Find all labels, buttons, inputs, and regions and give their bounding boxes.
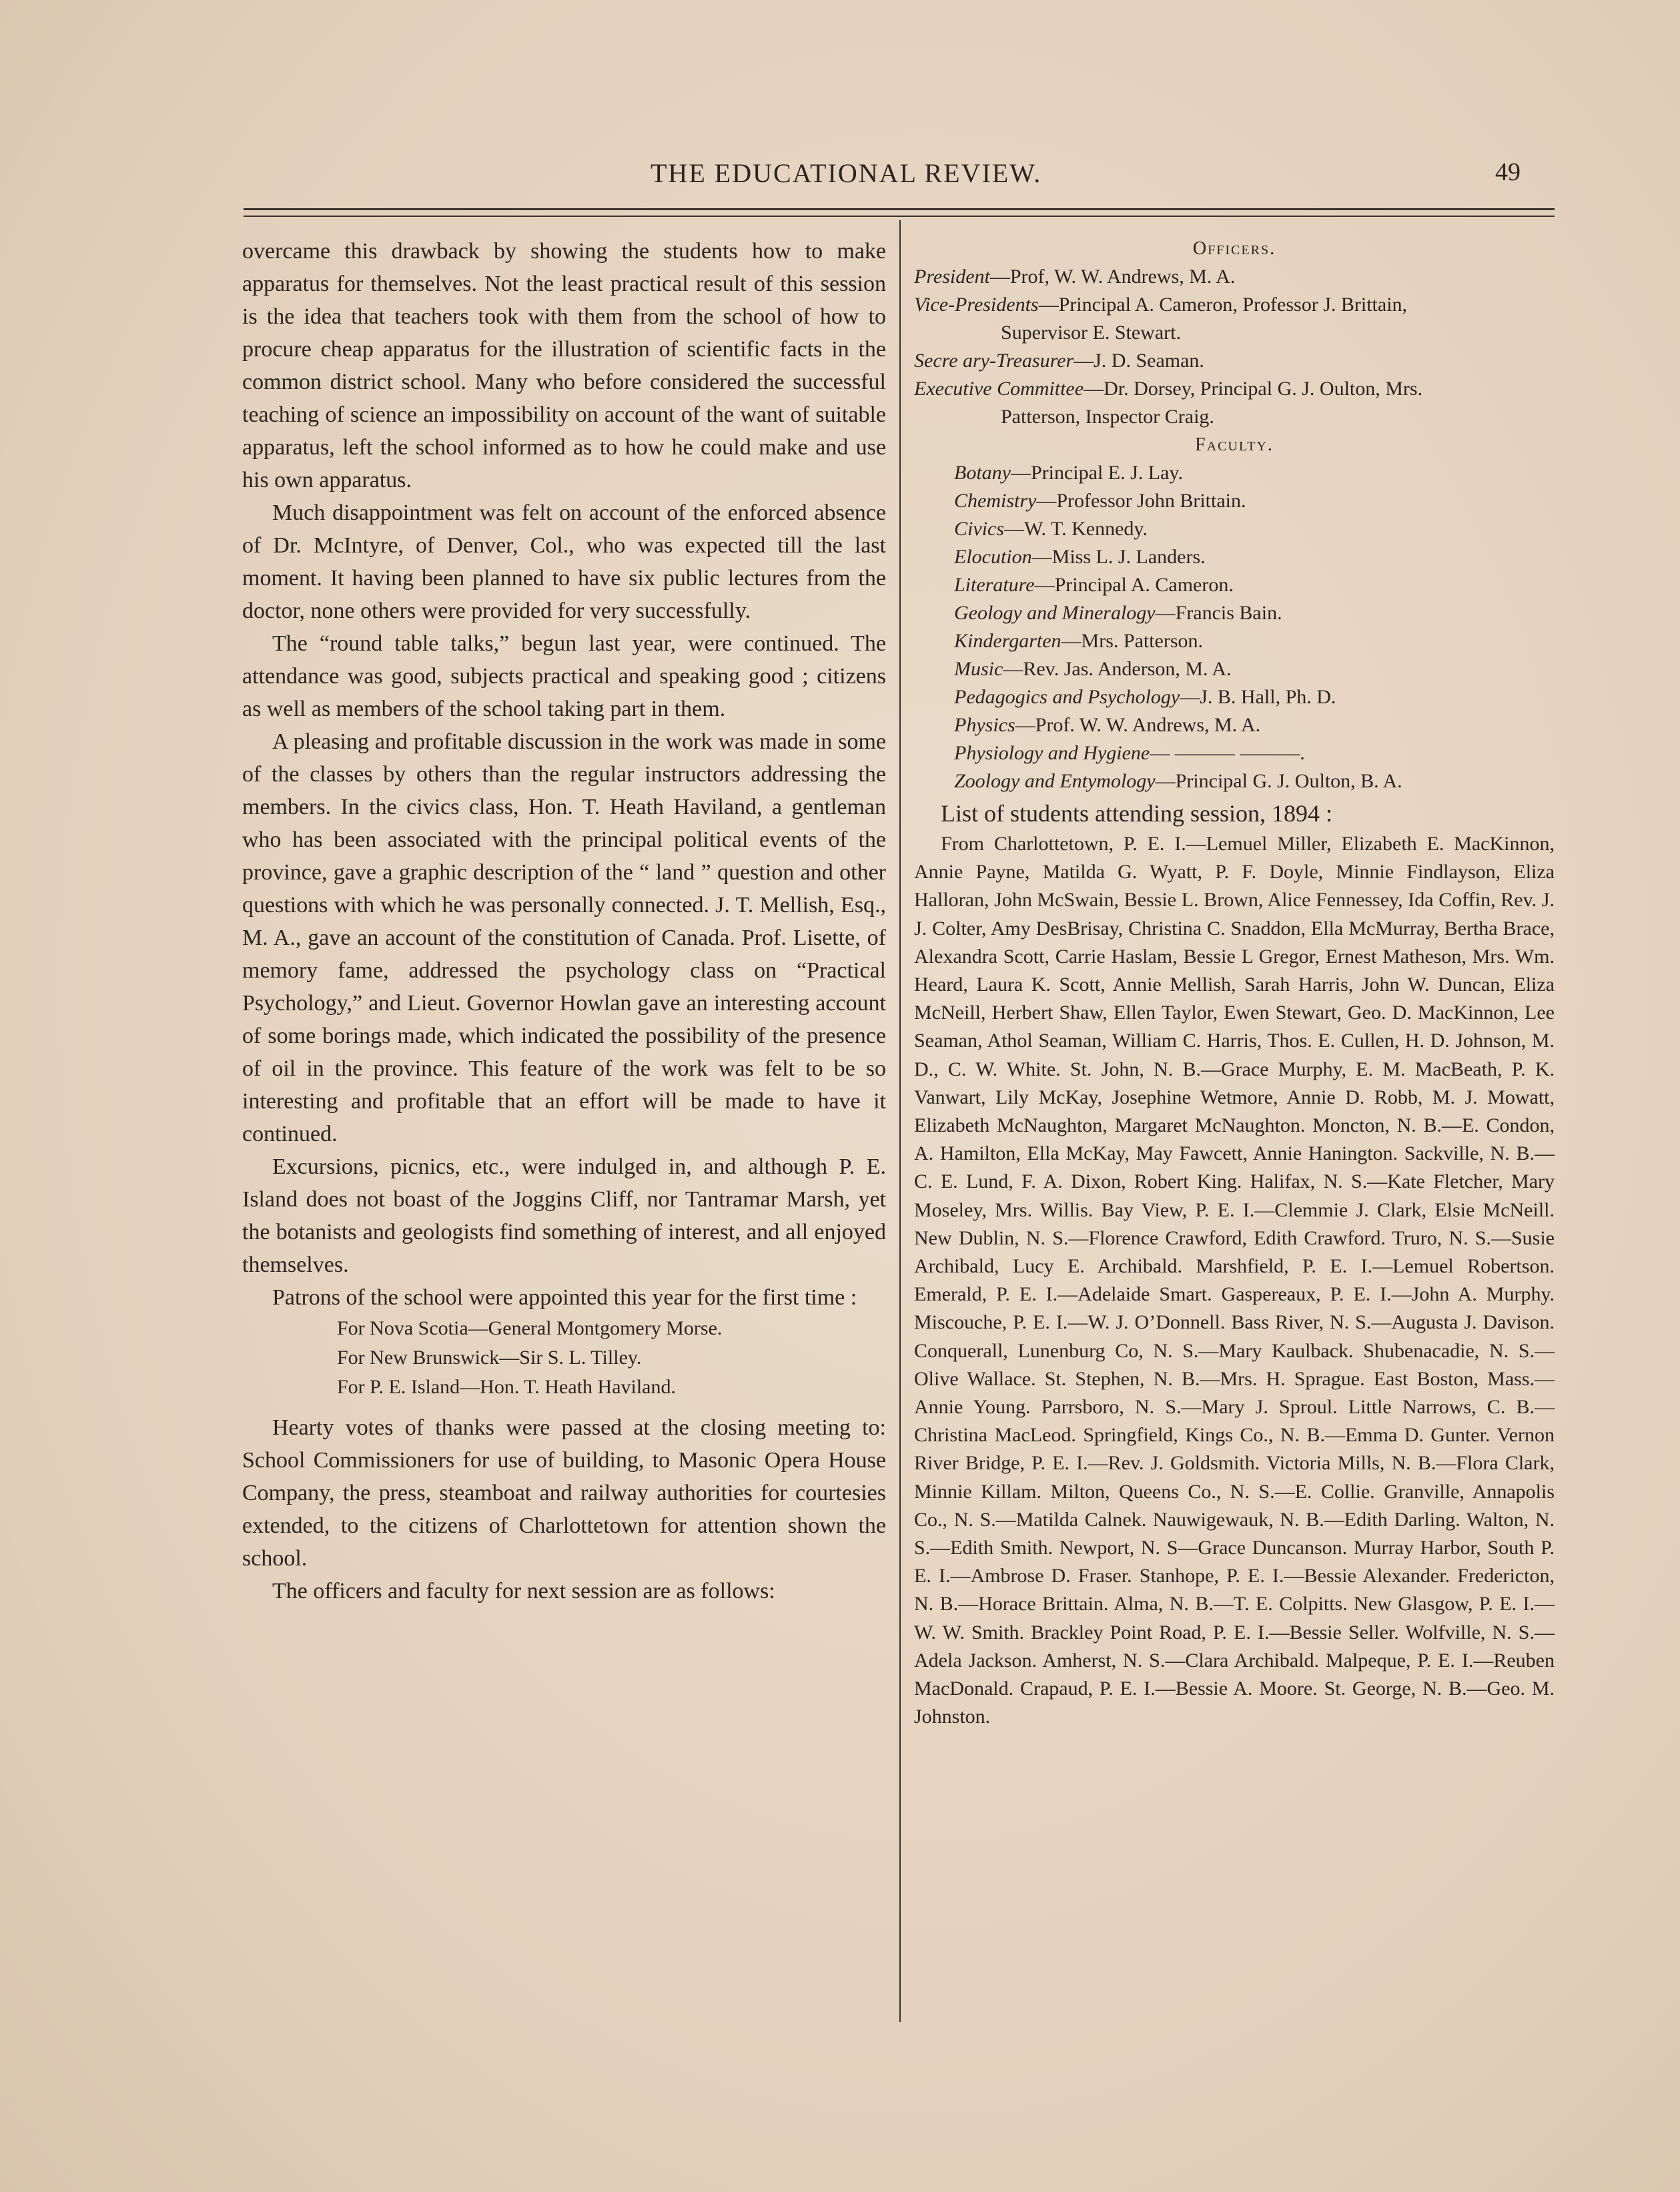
- officer-entry: [914, 375, 1555, 431]
- faculty-subject: Pedagogics and Psychology: [954, 686, 1180, 708]
- paragraph: The officers and faculty for next session are as follows:: [272, 1579, 775, 1603]
- paragraph: Patrons of the school were appointed this year for the first time :: [272, 1285, 857, 1310]
- column-divider: [899, 220, 901, 2022]
- faculty-subject: Physics: [954, 714, 1015, 736]
- officer-text: —Dr. Dorsey, Principal G. J. Oulton, Mrs.: [1084, 378, 1423, 400]
- officer-role: Vice-Presidents: [914, 294, 1039, 316]
- faculty-subject: Zoology and Entymology: [954, 770, 1156, 792]
- officer-text-cont: Supervisor E. Stewart.: [1001, 322, 1181, 344]
- paragraph: The “round table talks,” begun last year, were continued. The attendance was good, subjects practical and speaking good ; citizens as well as members of the school taking part in them.: [242, 631, 886, 721]
- officer-entry: [914, 263, 1555, 291]
- faculty-text: —Principal E. J. Lay.: [1010, 462, 1183, 484]
- faculty-subject: Physiology and Hygiene: [954, 742, 1150, 764]
- students-list-heading: List of students attending session, 1894 :: [941, 800, 1332, 827]
- left-column: [242, 235, 886, 1607]
- faculty-subject: Literature: [954, 574, 1035, 596]
- faculty-entry: [914, 487, 1555, 515]
- faculty-entry: [914, 683, 1555, 711]
- header-rule: [244, 208, 1555, 210]
- faculty-text: —J. B. Hall, Ph. D.: [1180, 686, 1336, 708]
- faculty-entry: [914, 571, 1555, 599]
- patron-line: For New Brunswick—Sir S. L. Tilley.: [337, 1347, 642, 1369]
- faculty-subject: Botany: [954, 462, 1011, 484]
- faculty-entry: [914, 627, 1555, 655]
- faculty-text: — ——— ———.: [1150, 742, 1305, 764]
- paragraph: overcame this drawback by showing the students how to make apparatus for themselves. Not the least practical result of this session is the idea that teachers took with them from the school of how to procure cheap apparatus for the illustration of scientific facts in the common district school. Many who before considered the successful teaching of science an impossibility on account of the want of suitable apparatus, left the school informed as to how he could make and use his own apparatus.: [242, 239, 886, 492]
- faculty-subject: Music: [954, 658, 1003, 680]
- faculty-text: —Francis Bain.: [1155, 602, 1282, 624]
- paragraph: A pleasing and profitable discussion in the work was made in some of the classes by others than the regular instructors addressing the members. In the civics class, Hon. T. Heath Haviland, a gentleman who has been associated with the principal political events of the province, gave a graphic description of the “ land ” question and other questions with which he was personally connected. J. T. Mellish, Esq., M. A., gave an account of the constitution of Canada. Prof. Lisette, of memory fame, addressed the psychology class on “Practical Psychology,” and Lieut. Governor Howlan gave an interesting account of some borings made, which indicated the possibility of the presence of oil in the province. This feature of the work was felt to be so interesting and profitable that an effort will be made to have it continued.: [242, 729, 886, 1146]
- officer-text-cont: Patterson, Inspector Craig.: [1001, 406, 1214, 428]
- header-rule-double: [244, 216, 1555, 217]
- faculty-heading: Faculty.: [1195, 434, 1274, 455]
- officer-text: —Principal A. Cameron, Professor J. Brittain,: [1038, 294, 1408, 316]
- running-header: [0, 157, 1680, 198]
- officers-heading: Officers.: [1192, 238, 1276, 259]
- faculty-entry: [914, 767, 1555, 795]
- faculty-subject: Geology and Mineralogy: [954, 602, 1156, 624]
- officer-entry: [914, 347, 1555, 375]
- officer-role: Secre ary-Treasurer: [914, 350, 1074, 372]
- paragraph: Hearty votes of thanks were passed at the closing meeting to: School Commissioners for use of building, to Masonic Opera House Company, the press, steamboat and railway authorities for courtesies extended, to the citizens of Charlottetown for attention shown the school.: [242, 1415, 886, 1571]
- officer-role: President: [914, 266, 990, 288]
- faculty-text: —Prof. W. W. Andrews, M. A.: [1015, 714, 1261, 736]
- patron-line: For P. E. Island—Hon. T. Heath Haviland.: [337, 1376, 676, 1398]
- officer-entry: [914, 291, 1555, 347]
- journal-title: THE EDUCATIONAL REVIEW.: [651, 158, 1042, 188]
- faculty-text: —W. T. Kennedy.: [1004, 518, 1148, 540]
- faculty-entry: [914, 599, 1555, 627]
- faculty-text: —Miss L. J. Landers.: [1031, 546, 1206, 568]
- faculty-subject: Chemistry: [954, 490, 1037, 512]
- faculty-text: —Principal A. Cameron.: [1034, 574, 1234, 596]
- faculty-text: —Professor John Brittain.: [1036, 490, 1246, 512]
- faculty-entry: [914, 711, 1555, 739]
- faculty-entry: [914, 655, 1555, 683]
- faculty-entry: [914, 739, 1555, 767]
- faculty-entry: [914, 543, 1555, 571]
- officer-text: —J. D. Seaman.: [1074, 350, 1204, 372]
- patron-line: For Nova Scotia—General Montgomery Morse.: [337, 1317, 723, 1339]
- officer-text: —Prof, W. W. Andrews, M. A.: [989, 266, 1236, 288]
- faculty-entry: [914, 459, 1555, 487]
- faculty-subject: Kindergarten: [954, 630, 1062, 652]
- faculty-text: —Principal G. J. Oulton, B. A.: [1155, 770, 1402, 792]
- right-column: [914, 235, 1555, 1732]
- officer-role: Executive Committee: [914, 378, 1084, 400]
- paragraph: Excursions, picnics, etc., were indulged in, and although P. E. Island does not boast of the Joggins Cliff, nor Tantramar Marsh, yet the botanists and geologists find something of interest, and all enjoyed themselves.: [242, 1154, 886, 1277]
- faculty-subject: Civics: [954, 518, 1004, 540]
- students-list: From Charlottetown, P. E. I.—Lemuel Miller, Elizabeth E. MacKinnon, Annie Payne, Matilda G. Wyatt, P. F. Doyle, Minnie Findlayson, Eliza Halloran, John McSwain, Bessie L. Brown, Alice Fennessey, Ida Coffin, Rev. J. J. Colter, Amy DesBrisay, Christina C. Snaddon, Ella McMurray, Bertha Brace, Alexandra Scott, Carrie Haslam, Bessie L Gregor, Ernest Matheson, Mrs. Wm. Heard, Laura K. Scott, Annie Mellish, Sarah Harris, John W. Duncan, Eliza McNeill, Herbert Shaw, Ellen Taylor, Ewen Stewart, Geo. D. MacKinnon, Lee Seaman, Athol Seaman, William C. Harris, Thos. E. Cullen, H. D. Johnson, M. D., C. W. White. St. John, N. B.—Grace Murphy, E. M. MacBeath, P. K. Vanwart, Lily McKay, Josephine Wetmore, Annie D. Robb, M. J. Mowatt, Elizabeth McNaughton, Margaret McNaughton. Moncton, N. B.—E. Condon, A. Hamilton, Ella McKay, May Fawcett, Annie Hanington. Sackville, N. B.—C. E. Lund, F. A. Dixon, Robert King. Halifax, N. S.—Kate Fletcher, Mary Moseley, Mrs. Willis. Bay View, P. E. I.—Clemmie J. Clark, Elsie McNeill. New Dublin, N. S.—Florence Crawford, Edith Crawford. Truro, N. S.—Susie Archibald, Lucy E. Archibald. Marshfield, P. E. I.—Lemuel Robertson. Emerald, P. E. I.—Adelaide Smart. Gaspereaux, P. E. I.—John A. Murphy. Miscouche, P. E. I.—W. J. O’Donnell. Bass River, N. S.—Augusta J. Davison. Conquerall, Lunenburg Co, N. S.—Mary Kaulback. Shubenacadie, N. S.—Olive Wallace. St. Stephen, N. B.—Mrs. H. Sprague. East Boston, Mass.—Annie Young. Parrsboro, N. S.—Mary J. Sproul. Little Narrows, C. B.—Christina MacLeod. Springfield, Kings Co., N. B.—Emma D. Gunter. Vernon River Bridge, P. E. I.—Rev. J. Goldsmith. Victoria Mills, N. B.—Flora Clark, Minnie Killam. Milton, Queens Co., N. S.—E. Collie. Granville, Annapolis Co., N. S.—Matilda Calnek. Nauwigewauk, N. B.—Edith Darling. Walton, N. S.—Edith Smith. Newport, N. S—Grace Duncanson. Murray Harbor, South P. E. I.—Ambrose D. Fraser. Stanhope, P. E. I.—Bessie Alexander. Fredericton, N. B.—Horace Brittain. Alma, N. B.—T. E. Colpitts. New Glasgow, P. E. I.—W. W. Smith. Brackley Point Road, P. E. I.—Bessie Seller. Wolfville, N. S.—Adela Jackson. Amherst, N. S.—Clara Archibald. Malpeque, P. E. I.—Reuben MacDonald. Crapaud, P. E. I.—Bessie A. Moore. St. George, N. B.—Geo. M. Johnston.: [914, 833, 1555, 1728]
- faculty-text: —Rev. Jas. Anderson, M. A.: [1003, 658, 1232, 680]
- paragraph: Much disappointment was felt on account of the enforced absence of Dr. McIntyre, of Denver, Col., who was expected till the last moment. It having been planned to have six public lectures from the doctor, none others were provided for very successfully.: [242, 500, 886, 623]
- faculty-entry: [914, 515, 1555, 543]
- page-number: 49: [1495, 158, 1521, 186]
- faculty-text: —Mrs. Patterson.: [1061, 630, 1204, 652]
- faculty-subject: Elocution: [954, 546, 1032, 568]
